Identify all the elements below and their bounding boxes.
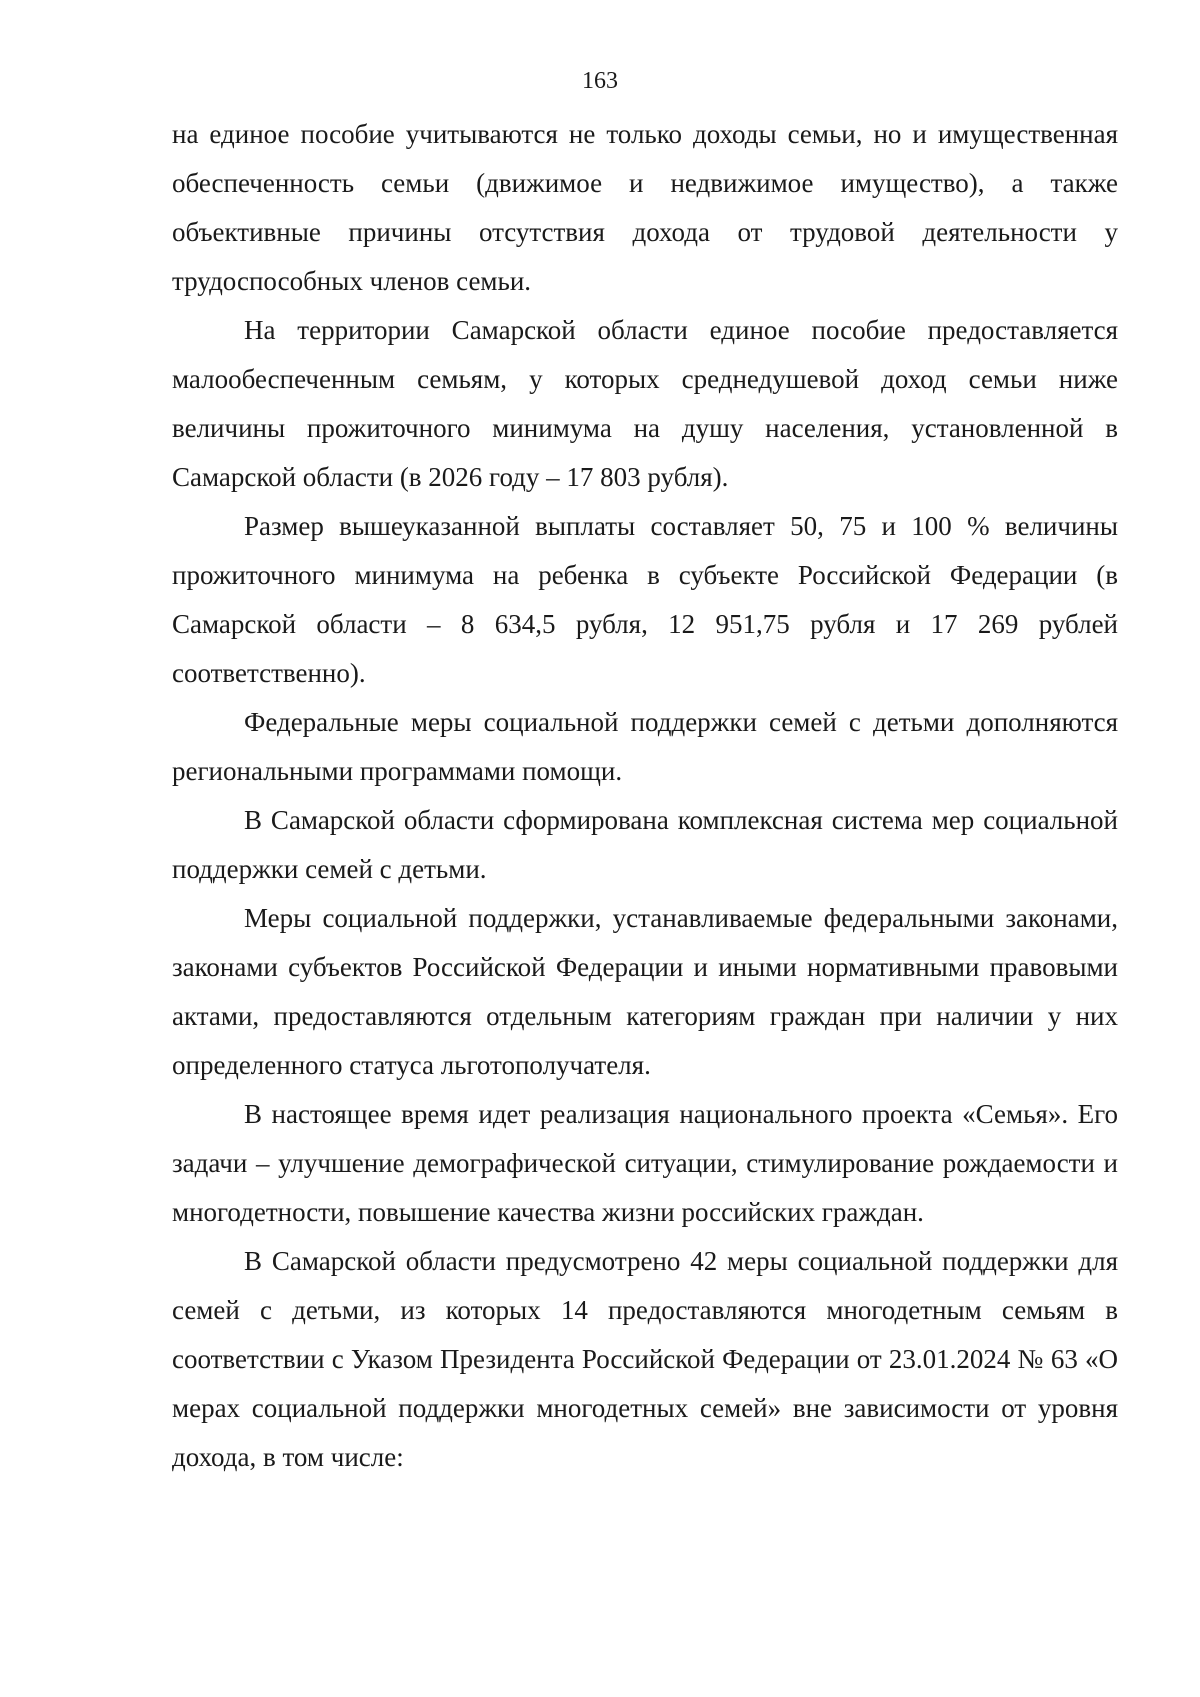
paragraph: В настоящее время идет реализация национального проекта «Семья». Его задачи – улучшение демографической ситуации, стимулирование рождаемости и многодетности, повышение качества жизни российских граждан.	[172, 1099, 1118, 1227]
paragraph: Федеральные меры социальной поддержки семей с детьми дополняются региональными программами помощи.	[172, 707, 1118, 786]
page-number: 163	[582, 68, 618, 94]
paragraph: На территории Самарской области единое пособие предоставляется малообеспеченным семьям, у которых среднедушевой доход семьи ниже величины прожиточного минимума на душу населения, установленной в Самарской области (в 2026 году – 17 803 рубля).	[172, 315, 1118, 492]
paragraph: Меры социальной поддержки, устанавливаемые федеральными законами, законами субъектов Российской Федерации и иными нормативными правовыми актами, предоставляются отдельным категориям граждан при наличии у них определенного статуса льготополучателя.	[172, 903, 1118, 1080]
paragraph: В Самарской области сформирована комплексная система мер социальной поддержки семей с детьми.	[172, 805, 1118, 884]
paragraph-continuation: на единое пособие учитываются не только доходы семьи, но и имущественная обеспеченность семьи (движимое и недвижимое имущество), а также объективные причины отсутствия дохода от трудовой деятельности у трудоспособных членов семьи.	[172, 119, 1118, 296]
document-body	[172, 110, 1118, 1482]
paragraph: Размер вышеуказанной выплаты составляет 50, 75 и 100 % величины прожиточного минимума на ребенка в субъекте Российской Федерации (в Самарской области – 8 634,5 рубля, 12 951,75 рубля и 17 269 рублей соответственно).	[172, 511, 1118, 688]
paragraph: В Самарской области предусмотрено 42 меры социальной поддержки для семей с детьми, из которых 14 предоставляются многодетным семьям в соответствии с Указом Президента Российской Федерации от 23.01.2024 № 63 «О мерах социальной поддержки многодетных семей» вне зависимости от уровня дохода, в том числе:	[172, 1246, 1118, 1472]
